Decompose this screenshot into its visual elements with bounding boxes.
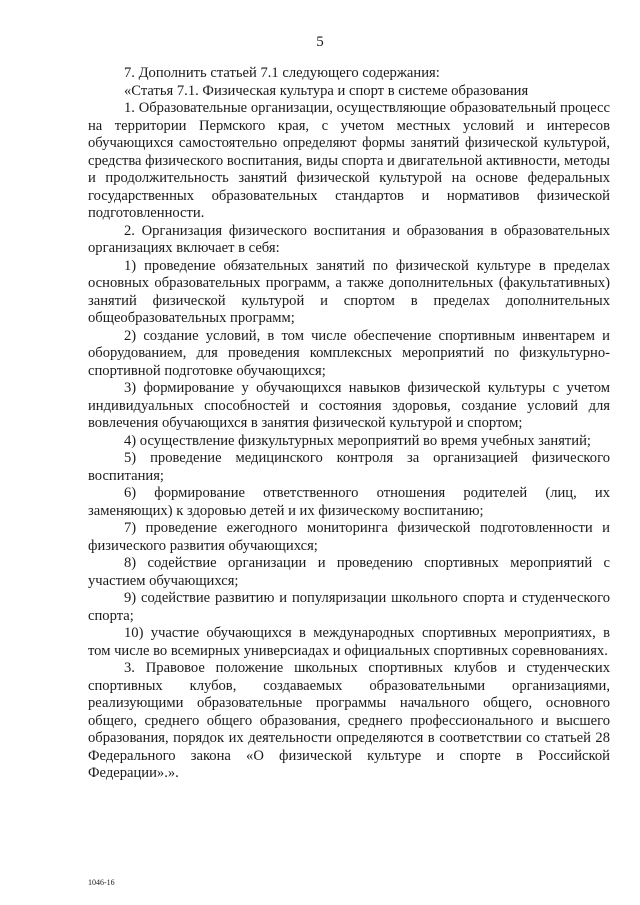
article-title: «Статья 7.1. Физическая культура и спорт в системе образования — [124, 82, 529, 99]
clause-2: 2. Организация физического воспитания и образования в образовательных организациях включает в себя: — [88, 222, 610, 256]
list-item-4: 4) осуществление физкультурных мероприятий во время учебных занятий; — [124, 432, 591, 449]
list-item-8: 8) содействие организации и проведению спортивных мероприятий с участием обучающихся; — [88, 555, 610, 589]
document-code: 1046-16 — [88, 878, 115, 887]
list-item-6: 6) формирование ответственного отношения родителей (лиц, их заменяющих) к здоровью детей и их физическому воспитанию; — [88, 485, 610, 519]
list-item-9: 9) содействие развитию и популяризации школьного спорта и студенческого спорта; — [88, 590, 610, 624]
amendment-paragraph: 7. Дополнить статьей 7.1 следующего содержания: — [124, 65, 440, 81]
document-body — [88, 65, 610, 783]
list-item-10: 10) участие обучающихся в международных спортивных мероприятиях, в том числе во всемирных универсиадах и официальных спортивных соревнованиях. — [88, 625, 610, 659]
list-item-1: 1) проведение обязательных занятий по физической культуре в пределах основных образовательных программ, а также дополнительных (факультативных) занятий физической культурой и спортом в пределах дополнительных общеобразовательных программ; — [88, 257, 610, 326]
clause-1: 1. Образовательные организации, осуществляющие образовательный процесс на территории Пермского края, с учетом местных условий и интересов обучающихся самостоятельно определяют формы занятий физической культурой, средства физического воспитания, виды спорта и двигательной активности, методы и продолжительность занятий физической культурой на основе федеральных государственных образовательных стандартов и нормативов физической подготовленности. — [88, 100, 610, 221]
list-item-5: 5) проведение медицинского контроля за организацией физического воспитания; — [88, 450, 610, 484]
list-item-3: 3) формирование у обучающихся навыков физической культуры с учетом индивидуальных способностей и состояния здоровья, создание условий для вовлечения обучающихся в занятия физической культурой и спортом; — [88, 380, 610, 431]
list-item-7: 7) проведение ежегодного мониторинга физической подготовленности и физического развития обучающихся; — [88, 520, 610, 554]
list-item-2: 2) создание условий, в том числе обеспечение спортивным инвентарем и оборудованием, для проведения комплексных мероприятий по физкультурно-спортивной подготовке обучающихся; — [88, 327, 610, 379]
page-number: 5 — [316, 34, 324, 50]
clause-3: 3. Правовое положение школьных спортивных клубов и студенческих спортивных клубов, создаваемых образовательными организациями, реализующими образовательные программы начального общего, основного общего, среднего общего образования, среднего профессионального и высшего образования, порядок их деятельности определяются в соответствии со статьей 28 Федерального закона «О физической культуре и спорте в Российской Федерации».». — [88, 660, 610, 781]
